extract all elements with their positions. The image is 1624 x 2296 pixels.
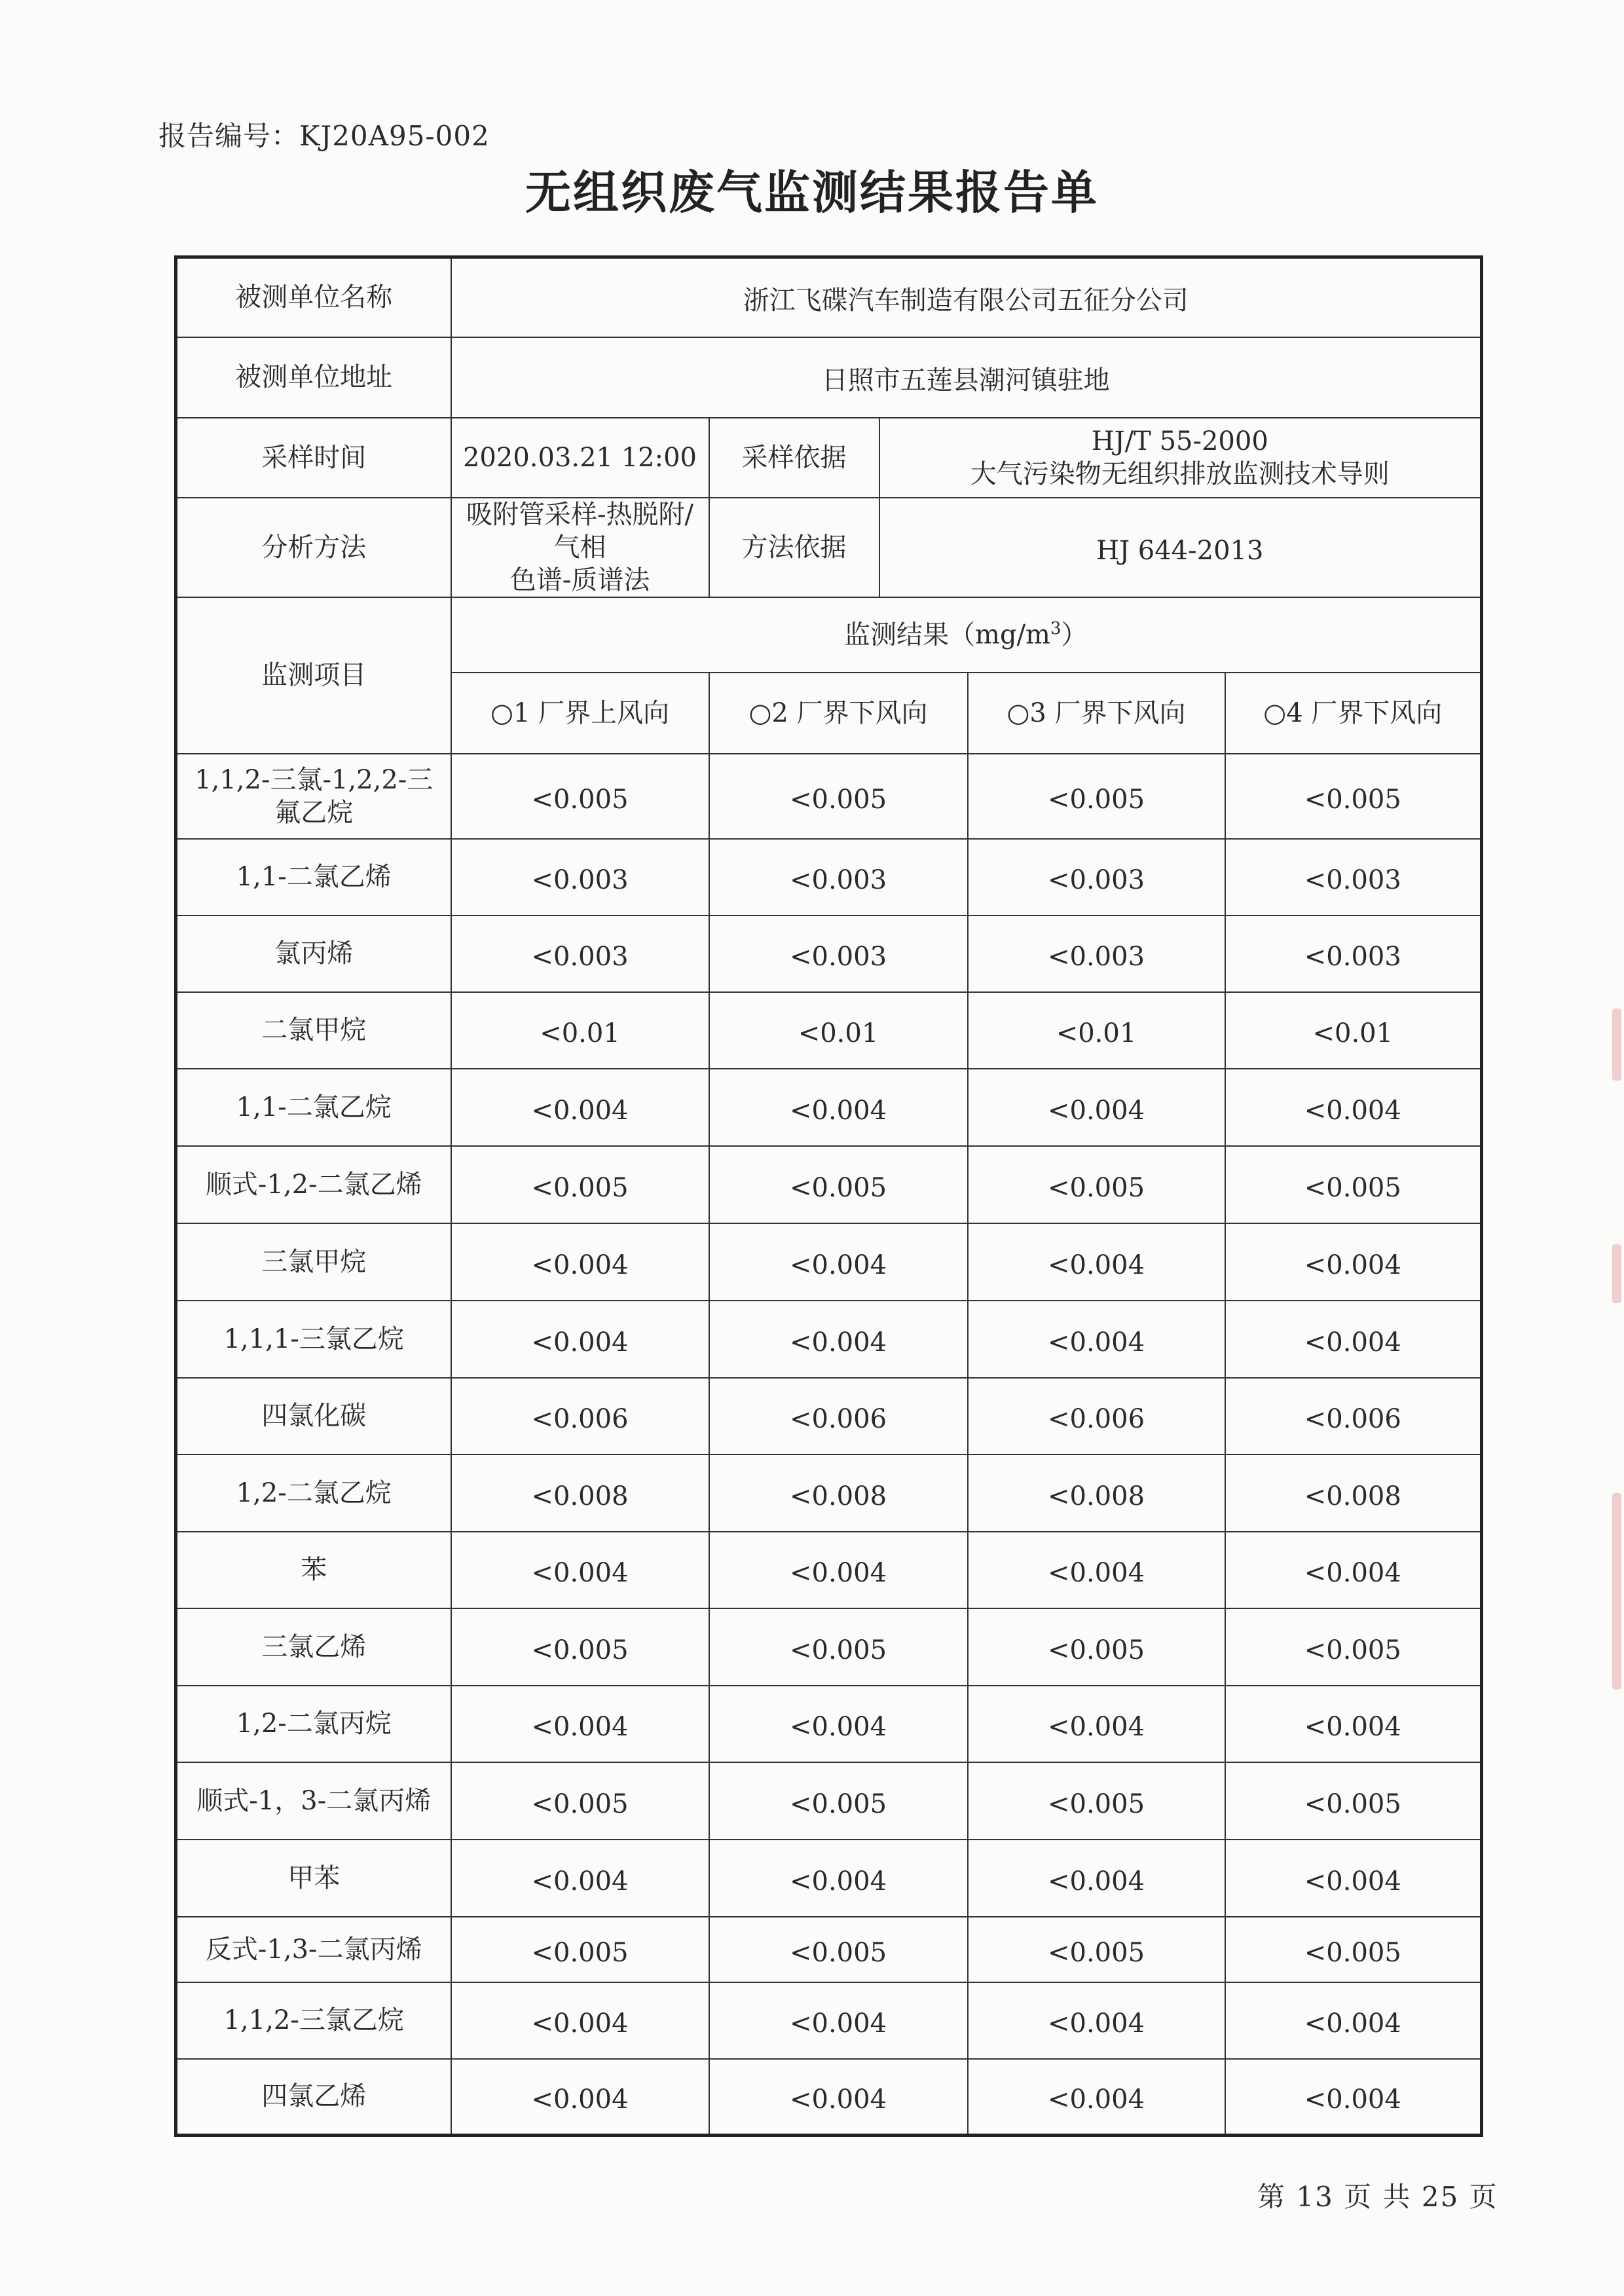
monitoring-item-name: 1,1-二氯乙烷 (176, 1069, 451, 1146)
sampling-row (176, 418, 1482, 498)
analysis-method-line1: 吸附管采样-热脱附/气相 (466, 499, 693, 563)
result-value-point-2: <0.004 (709, 1532, 968, 1608)
result-row (176, 839, 1482, 916)
result-row (176, 1454, 1482, 1532)
result-value-point-3: <0.004 (968, 2059, 1225, 2136)
result-value-point-4: <0.004 (1225, 1686, 1482, 1762)
result-value-point-4: <0.005 (1225, 1608, 1482, 1686)
monitoring-item-name: 二氯甲烷 (176, 992, 451, 1069)
result-value-point-1: <0.005 (451, 754, 709, 839)
result-value-point-3: <0.01 (968, 992, 1225, 1069)
result-row (176, 916, 1482, 992)
result-value-point-3: <0.005 (968, 754, 1225, 839)
monitoring-item-name: 1,2-二氯乙烷 (176, 1454, 451, 1532)
unit-name-row (176, 257, 1482, 337)
result-value-point-3: <0.005 (968, 1762, 1225, 1840)
result-value-point-1: <0.004 (451, 1686, 709, 1762)
result-value-point-3: <0.004 (968, 1982, 1225, 2059)
sampling-basis-label: 采样依据 (709, 418, 879, 498)
monitoring-item-name: 顺式-1，3-二氯丙烯 (176, 1762, 451, 1840)
result-row (176, 754, 1482, 839)
result-value-point-4: <0.005 (1225, 754, 1482, 839)
result-value-point-1: <0.01 (451, 992, 709, 1069)
unit-address-label: 被测单位地址 (176, 337, 451, 418)
unit-name-value: 浙江飞碟汽车制造有限公司五征分公司 (451, 257, 1482, 337)
result-value-point-1: <0.005 (451, 1146, 709, 1223)
result-row (176, 1532, 1482, 1608)
result-value-point-1: <0.004 (451, 2059, 709, 2136)
result-value-point-1: <0.004 (451, 1301, 709, 1378)
result-value-point-4: <0.004 (1225, 2059, 1482, 2136)
result-value-point-2: <0.005 (709, 754, 968, 839)
result-value-point-3: <0.008 (968, 1454, 1225, 1532)
monitoring-result-header (451, 597, 1482, 673)
result-value-point-2: <0.004 (709, 1223, 968, 1301)
result-value-point-4: <0.003 (1225, 839, 1482, 916)
result-header-unit-exponent: 3 (1050, 618, 1061, 639)
result-row (176, 1686, 1482, 1762)
stamp-fragment (1612, 1493, 1621, 1690)
result-value-point-1: <0.005 (451, 1762, 709, 1840)
stamp-fragment (1612, 1009, 1621, 1081)
result-value-point-1: <0.005 (451, 1917, 709, 1982)
monitoring-report-table (174, 255, 1483, 2137)
result-value-point-2: <0.003 (709, 916, 968, 992)
result-row (176, 992, 1482, 1069)
result-value-point-3: <0.005 (968, 1146, 1225, 1223)
result-value-point-4: <0.004 (1225, 1069, 1482, 1146)
monitoring-item-name: 四氯化碳 (176, 1378, 451, 1454)
report-number: 报告编号：KJ20A95-002 (158, 120, 490, 152)
result-row (176, 1069, 1482, 1146)
result-value-point-3: <0.004 (968, 1686, 1225, 1762)
result-value-point-1: <0.005 (451, 1608, 709, 1686)
result-value-point-4: <0.005 (1225, 1917, 1482, 1982)
result-value-point-3: <0.004 (968, 1223, 1225, 1301)
point-header-1: ○1 厂界上风向 (451, 673, 709, 754)
analysis-method-line2: 色谱-质谱法 (509, 565, 650, 595)
monitoring-item-name: 三氯甲烷 (176, 1223, 451, 1301)
result-value-point-3: <0.003 (968, 916, 1225, 992)
sampling-basis-value (879, 418, 1482, 498)
result-value-point-1: <0.004 (451, 1840, 709, 1917)
result-value-point-2: <0.005 (709, 1917, 968, 1982)
result-value-point-3: <0.004 (968, 1069, 1225, 1146)
result-row (176, 1301, 1482, 1378)
result-row (176, 1378, 1482, 1454)
result-row (176, 1840, 1482, 1917)
result-value-point-1: <0.004 (451, 1532, 709, 1608)
result-value-point-3: <0.006 (968, 1378, 1225, 1454)
monitoring-item-name: 三氯乙烯 (176, 1608, 451, 1686)
monitoring-item-name: 1,1,2-三氯乙烷 (176, 1982, 451, 2059)
result-value-point-2: <0.005 (709, 1608, 968, 1686)
analysis-row (176, 498, 1482, 597)
monitoring-item-name: 1,1,2-三氯-1,2,2-三氟乙烷 (176, 754, 451, 839)
monitoring-item-header: 监测项目 (176, 597, 451, 754)
result-value-point-2: <0.006 (709, 1378, 968, 1454)
result-value-point-1: <0.003 (451, 916, 709, 992)
sampling-time-label: 采样时间 (176, 418, 451, 498)
result-value-point-4: <0.004 (1225, 1301, 1482, 1378)
result-value-point-2: <0.005 (709, 1762, 968, 1840)
result-row (176, 2059, 1482, 2136)
analysis-method-value (451, 498, 709, 597)
result-value-point-4: <0.004 (1225, 1223, 1482, 1301)
page-number: 第 13 页 共 25 页 (1257, 2181, 1498, 2213)
result-header-close: ） (1061, 620, 1088, 650)
result-value-point-2: <0.004 (709, 2059, 968, 2136)
monitoring-item-name: 苯 (176, 1532, 451, 1608)
result-value-point-2: <0.004 (709, 1840, 968, 1917)
result-header-row (176, 597, 1482, 673)
monitoring-item-name: 甲苯 (176, 1840, 451, 1917)
result-value-point-4: <0.01 (1225, 992, 1482, 1069)
report-title: 无组织废气监测结果报告单 (525, 166, 1099, 219)
result-value-point-3: <0.005 (968, 1608, 1225, 1686)
sampling-basis-title: 大气污染物无组织排放监测技术导则 (970, 458, 1390, 489)
monitoring-item-name: 顺式-1,2-二氯乙烯 (176, 1146, 451, 1223)
result-value-point-4: <0.005 (1225, 1146, 1482, 1223)
method-basis-label: 方法依据 (709, 498, 879, 597)
sampling-basis-standard: HJ/T 55-2000 (1091, 426, 1268, 456)
point-header-2: ○2 厂界下风向 (709, 673, 968, 754)
result-value-point-3: <0.004 (968, 1840, 1225, 1917)
result-value-point-2: <0.01 (709, 992, 968, 1069)
result-value-point-1: <0.006 (451, 1378, 709, 1454)
result-value-point-1: <0.008 (451, 1454, 709, 1532)
result-value-point-3: <0.004 (968, 1532, 1225, 1608)
result-value-point-4: <0.008 (1225, 1454, 1482, 1532)
result-row (176, 1762, 1482, 1840)
result-value-point-1: <0.004 (451, 1982, 709, 2059)
result-value-point-3: <0.003 (968, 839, 1225, 916)
method-basis-value: HJ 644-2013 (879, 498, 1482, 597)
result-value-point-4: <0.004 (1225, 1532, 1482, 1608)
result-value-point-3: <0.004 (968, 1301, 1225, 1378)
stamp-fragment (1612, 1244, 1621, 1303)
monitoring-item-name: 1,1,1-三氯乙烷 (176, 1301, 451, 1378)
result-value-point-2: <0.005 (709, 1146, 968, 1223)
result-row (176, 1608, 1482, 1686)
monitoring-item-name: 反式-1,3-二氯丙烯 (176, 1917, 451, 1982)
monitoring-item-name: 1,2-二氯丙烷 (176, 1686, 451, 1762)
result-row (176, 1146, 1482, 1223)
unit-address-value: 日照市五莲县潮河镇驻地 (451, 337, 1482, 418)
point-header-3: ○3 厂界下风向 (968, 673, 1225, 754)
result-value-point-2: <0.008 (709, 1454, 968, 1532)
result-row (176, 1982, 1482, 2059)
result-row (176, 1917, 1482, 1982)
result-value-point-1: <0.004 (451, 1069, 709, 1146)
result-value-point-4: <0.005 (1225, 1762, 1482, 1840)
result-value-point-2: <0.004 (709, 1686, 968, 1762)
result-value-point-2: <0.004 (709, 1301, 968, 1378)
unit-address-row (176, 337, 1482, 418)
sampling-time-value: 2020.03.21 12:00 (451, 418, 709, 498)
result-value-point-4: <0.004 (1225, 1982, 1482, 2059)
analysis-method-label: 分析方法 (176, 498, 451, 597)
result-header-text: 监测结果（mg/m (844, 620, 1050, 650)
result-value-point-2: <0.003 (709, 839, 968, 916)
result-value-point-2: <0.004 (709, 1982, 968, 2059)
result-value-point-1: <0.004 (451, 1223, 709, 1301)
result-row (176, 1223, 1482, 1301)
unit-name-label: 被测单位名称 (176, 257, 451, 337)
result-value-point-3: <0.005 (968, 1917, 1225, 1982)
result-value-point-2: <0.004 (709, 1069, 968, 1146)
point-header-4: ○4 厂界下风向 (1225, 673, 1482, 754)
result-value-point-4: <0.003 (1225, 916, 1482, 992)
monitoring-item-name: 氯丙烯 (176, 916, 451, 992)
result-value-point-4: <0.004 (1225, 1840, 1482, 1917)
result-value-point-4: <0.006 (1225, 1378, 1482, 1454)
monitoring-item-name: 1,1-二氯乙烯 (176, 839, 451, 916)
result-value-point-1: <0.003 (451, 839, 709, 916)
monitoring-item-name: 四氯乙烯 (176, 2059, 451, 2136)
